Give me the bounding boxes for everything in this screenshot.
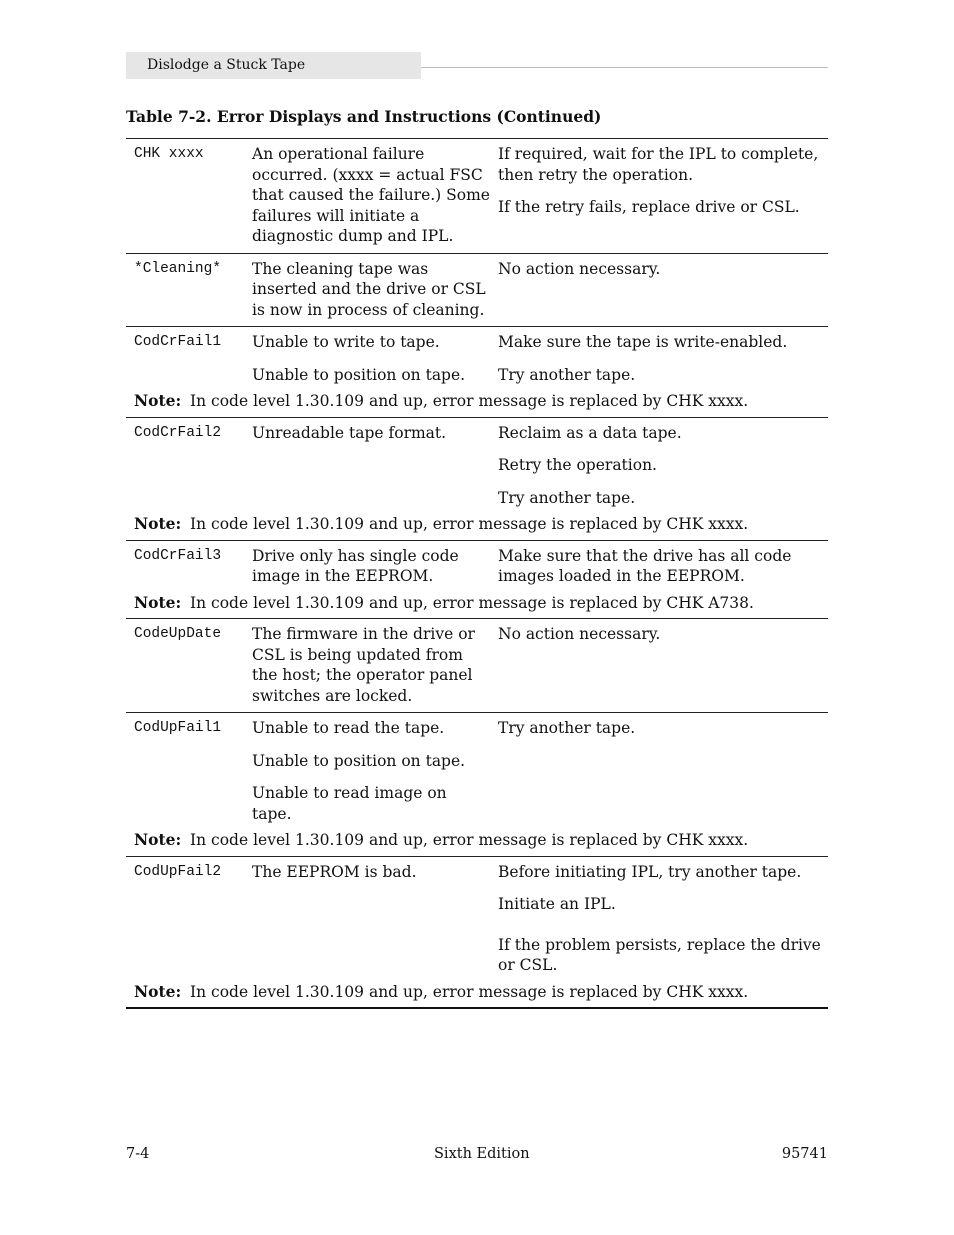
table-bottom-rule [126, 1007, 828, 1009]
table-row [126, 138, 828, 253]
error-code: CodUpFail2 [134, 863, 222, 880]
error-actions: No action necessary. [498, 259, 661, 278]
table-note [126, 830, 828, 856]
note-label: Note: [134, 981, 182, 1001]
error-description: Unreadable tape format. [252, 423, 447, 442]
table-caption: Table 7-2. Error Displays and Instructions (Continued) [126, 107, 602, 126]
note-text: In code level 1.30.109 and up, error message is replaced by CHK xxxx. [190, 515, 749, 533]
table-row [126, 712, 828, 830]
note-label: Note: [134, 592, 182, 612]
error-code: CodUpFail1 [134, 720, 222, 736]
table-note [126, 391, 828, 417]
table-note [126, 982, 828, 1008]
page-number: 7-4 [126, 1146, 150, 1162]
table-row [126, 253, 828, 327]
note-text: In code level 1.30.109 and up, error message is replaced by CHK xxxx. [190, 982, 749, 1001]
error-description: The firmware in the drive or CSL is being updated from the host; the operator panel switches are locked. [252, 625, 475, 705]
error-code: CodCrFail2 [134, 424, 222, 441]
note-label: Note: [134, 830, 182, 849]
error-code: CodeUpDate [134, 626, 222, 642]
table-row [126, 618, 828, 712]
error-actions: Make sure that the drive has all code images loaded in the EEPROM. [498, 546, 792, 585]
note-label: Note: [134, 514, 182, 533]
section-title: Dislodge a Stuck Tape [147, 57, 306, 73]
error-actions: If required, wait for the IPL to complete, then retry the operation. If the retry fails, replace drive or CSL. [498, 145, 819, 216]
error-description: Drive only has single code image in the EEPROM. [252, 546, 459, 585]
note-label: Note: [134, 391, 182, 410]
error-code: *Cleaning* [134, 260, 222, 277]
error-description: The cleaning tape was inserted and the drive or CSL is now in process of cleaning. [252, 259, 486, 319]
error-actions: Before initiating IPL, try another tape. Initiate an IPL. If the problem persists, replace the drive or CSL. [498, 862, 821, 974]
error-actions: No action necessary. [498, 625, 661, 643]
running-header [126, 52, 421, 79]
table-row [126, 856, 828, 982]
note-text: In code level 1.30.109 and up, error message is replaced by CHK A738. [190, 593, 754, 612]
error-code: CodCrFail3 [134, 547, 222, 564]
error-actions: Make sure the tape is write-enabled. Try another tape. [498, 333, 788, 384]
error-actions: Try another tape. [498, 719, 636, 737]
header-rule [421, 67, 828, 68]
table-row [126, 540, 828, 593]
error-description: The EEPROM is bad. [252, 862, 417, 881]
error-actions: Reclaim as a data tape. Retry the operation. Try another tape. [498, 423, 682, 507]
doc-number: 95741 [781, 1146, 828, 1162]
table-row [126, 417, 828, 515]
error-table [126, 138, 828, 1009]
table-row [126, 326, 828, 391]
error-code: CodCrFail1 [134, 334, 222, 350]
error-code: CHK xxxx [134, 146, 204, 162]
table-note [126, 514, 828, 540]
table-note [126, 593, 828, 619]
note-text: In code level 1.30.109 and up, error message is replaced by CHK xxxx. [190, 392, 749, 410]
edition: Sixth Edition [434, 1146, 530, 1162]
error-description: Unable to write to tape. Unable to position on tape. [252, 333, 466, 384]
error-description: Unable to read the tape. Unable to position on tape. Unable to read image on tape. [252, 719, 466, 823]
error-description: An operational failure occurred. (xxxx = actual FSC that caused the failure.) Some failures will initiate a diagnostic dump and IPL. [252, 145, 490, 245]
note-text: In code level 1.30.109 and up, error message is replaced by CHK xxxx. [190, 831, 749, 849]
